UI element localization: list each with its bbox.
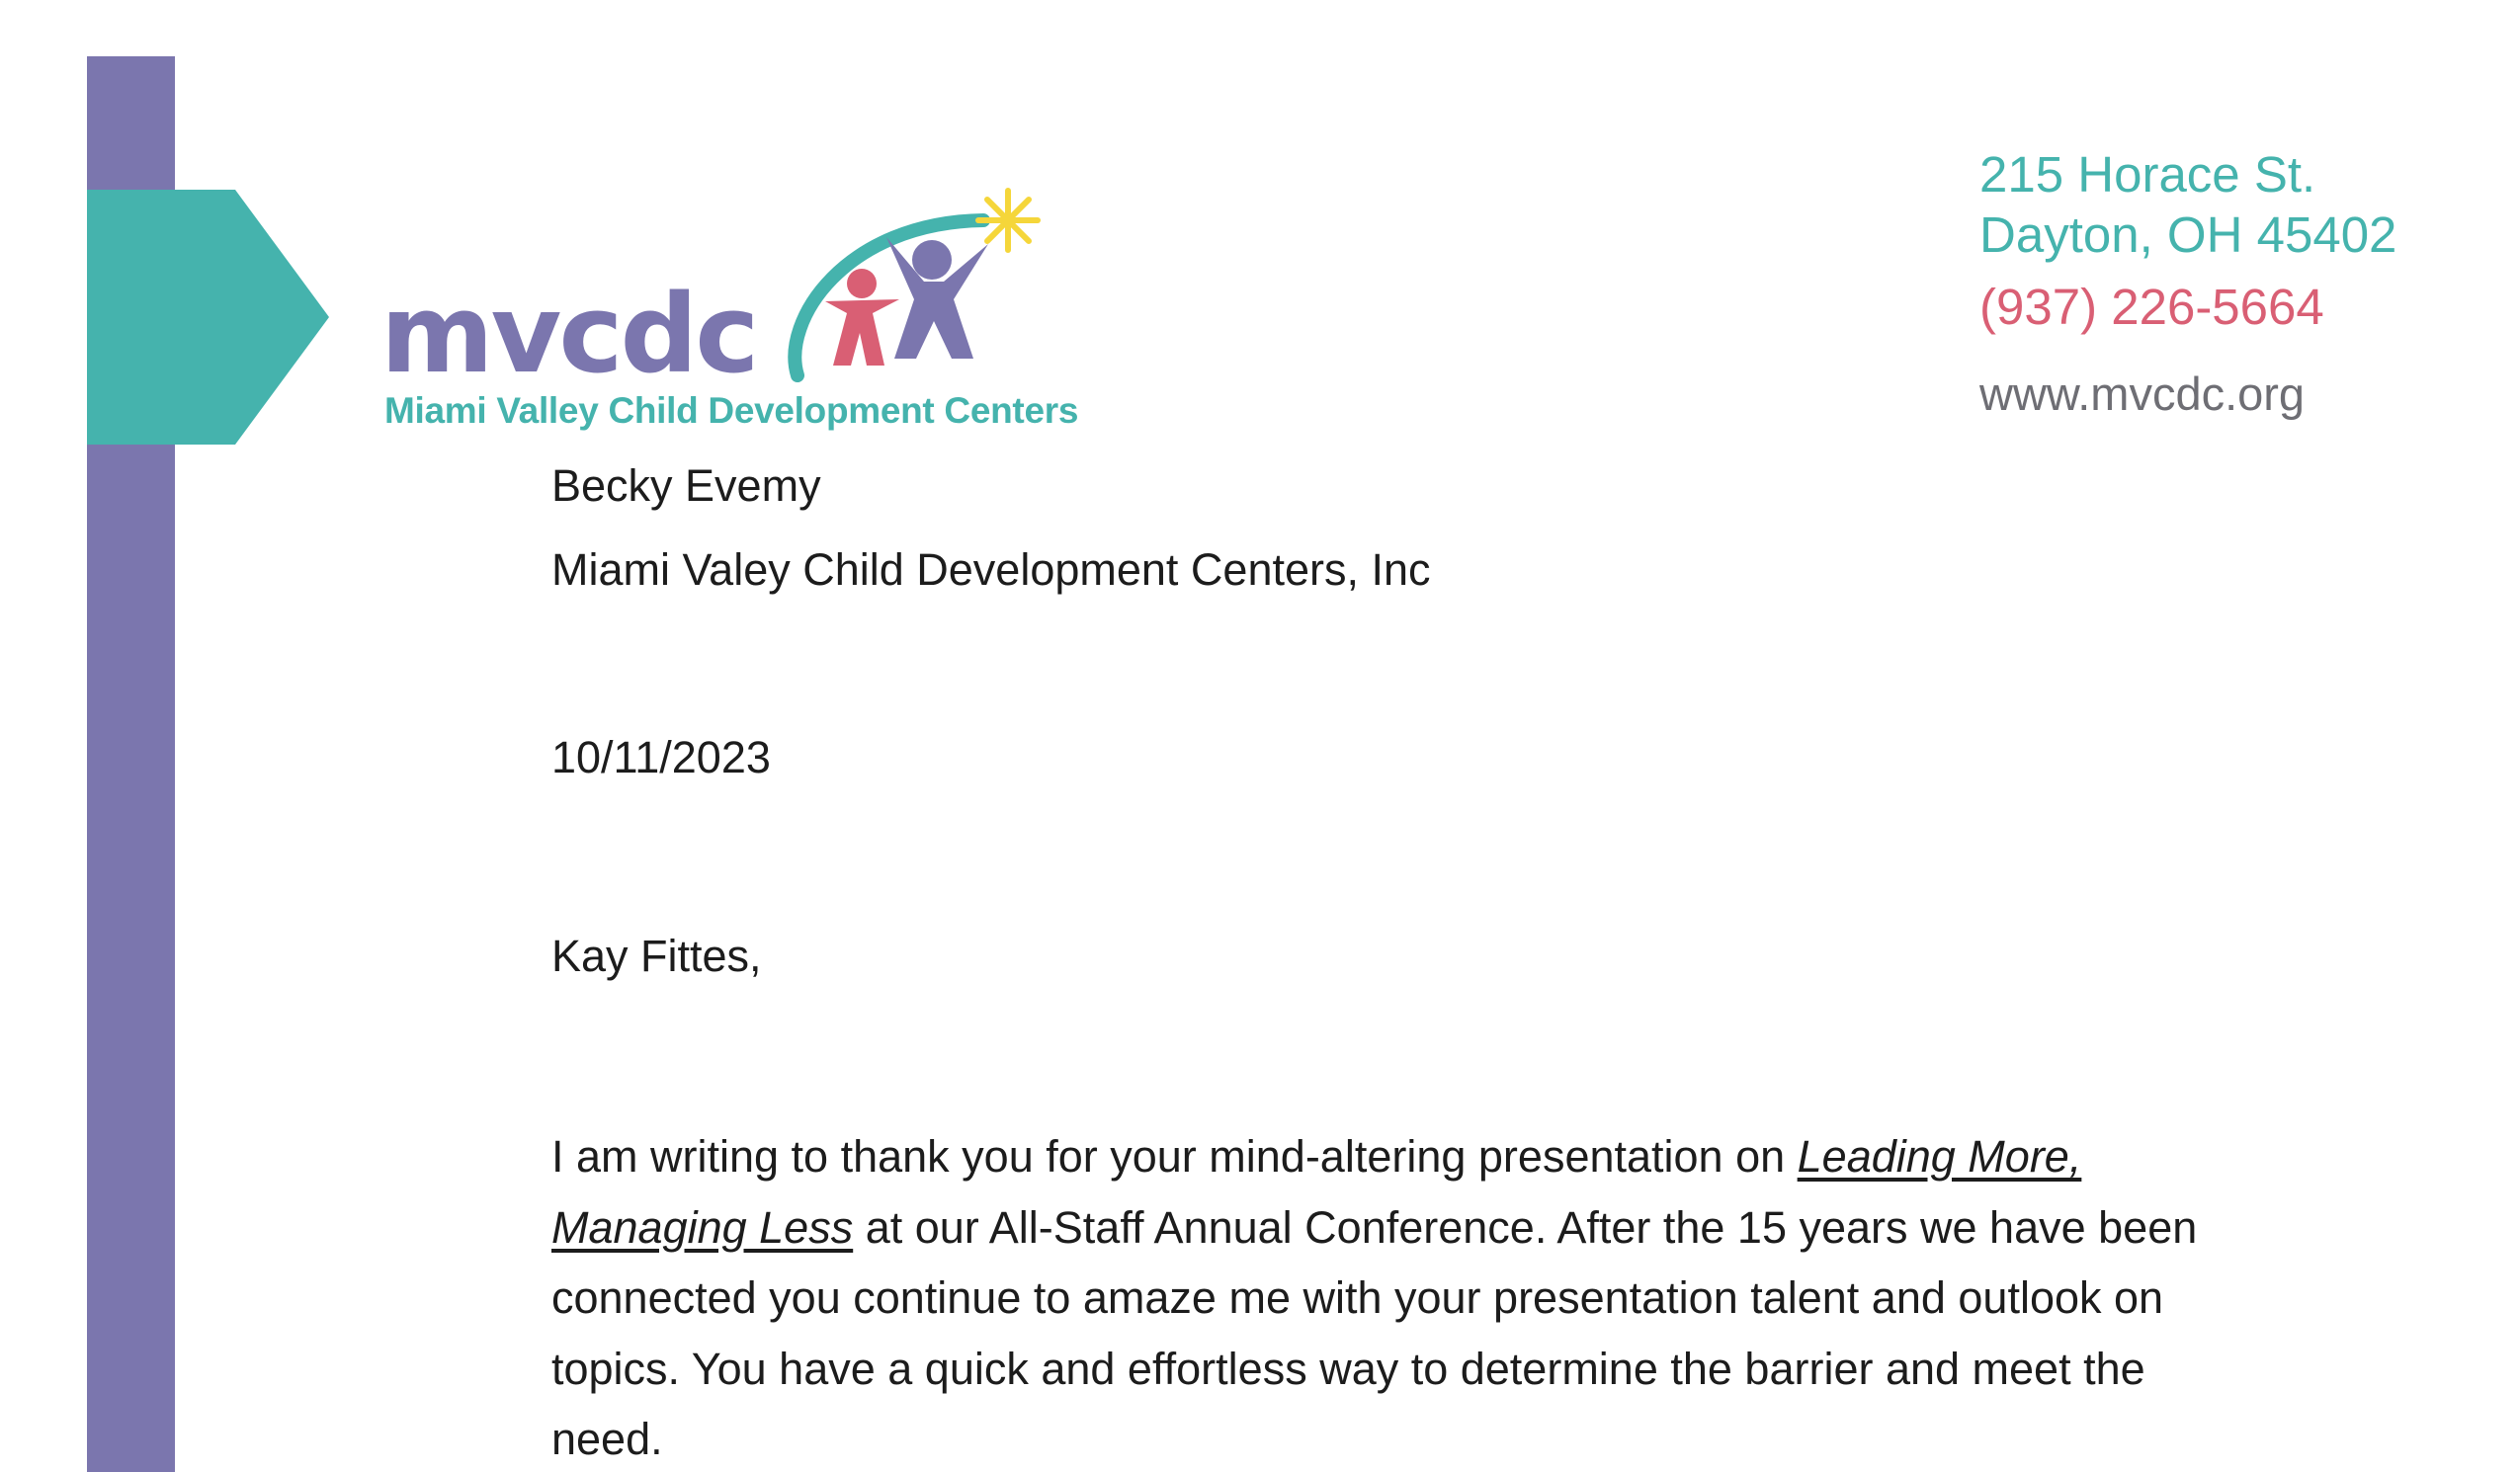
salutation: Kay Fittes, (551, 931, 762, 981)
address-line-1: 215 Horace St. (1979, 146, 2316, 203)
logo-tagline: Miami Valley Child Development Centers (384, 390, 1079, 431)
website-link[interactable]: www.mvcdc.org (1979, 368, 2306, 420)
children-star-icon (776, 183, 1052, 390)
logo-wordmark: mvcdc (380, 271, 757, 397)
teal-arrow-shape (87, 190, 329, 445)
sender-name: Becky Evemy (551, 460, 821, 511)
presentation-title: Leading More, Managing Less (551, 1131, 2082, 1253)
body-paragraph (551, 1121, 2251, 1472)
large-child-figure (886, 237, 988, 359)
paragraph-text-end: at our All-Staff Annual Conference. After the 15 years we have been connected you continue to amaze me with your presentation talent and outlook on topics. You have a quick and effortless way to determine the barrier and meet the need. (551, 1201, 2198, 1464)
paragraph-text-start: I am writing to thank you for your mind-altering presentation on (551, 1131, 1798, 1182)
address-line-2: Dayton, OH 45402 (1979, 206, 2397, 263)
letter-date: 10/11/2023 (551, 732, 771, 782)
contact-block (1979, 144, 2493, 422)
sender-organization: Miami Valey Child Development Centers, Inc (551, 544, 1431, 595)
phone-number: (937) 226-5664 (1979, 279, 2324, 335)
mvcdc-logo (380, 183, 1079, 440)
